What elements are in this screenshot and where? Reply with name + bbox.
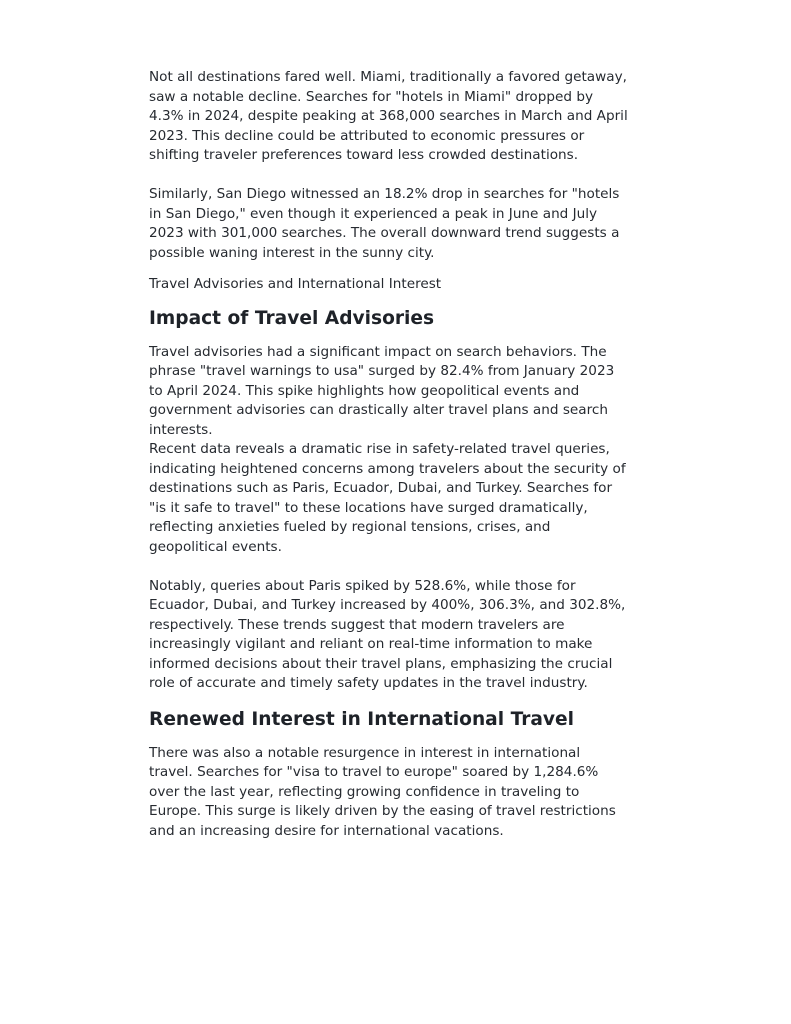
heading-travel-advisories: Impact of Travel Advisories xyxy=(149,307,435,329)
heading-international-travel: Renewed Interest in International Travel xyxy=(149,708,575,730)
spacer xyxy=(149,732,649,744)
spacer xyxy=(149,331,649,343)
paragraph-miami: Not all destinations fared well. Miami, traditionally a favored getaway, saw a notable decline. Searches for "hotels in Miami" dropped by 4.3% in 2024, despite peaking at 368,000 searches in March and April 2023. This decline could be attributed to economic pressures or shifting traveler preferences toward less crowded destinations. xyxy=(149,69,628,163)
article-body xyxy=(149,68,649,841)
paragraph-safety-queries: Recent data reveals a dramatic rise in safety-related travel queries, indicating heightened concerns among travelers about the security of destinations such as Paris, Ecuador, Dubai, and Turkey. Searches for "is it safe to travel" to these locations have surged dramatically, reflecting anxieties fueled by regional tensions, crises, and geopolitical events. xyxy=(149,441,626,555)
paragraph-san-diego: Similarly, San Diego witnessed an 18.2% drop in searches for "hotels in San Diego," even though it experienced a peak in June and July 2023 with 301,000 searches. The overall downward trend suggests a possible waning interest in the sunny city. xyxy=(149,186,620,261)
spacer xyxy=(149,166,649,186)
spacer xyxy=(149,557,649,577)
section-subheading: Travel Advisories and International Interest xyxy=(149,276,442,292)
spacer xyxy=(149,263,649,275)
paragraph-advisories: Travel advisories had a significant impact on search behaviors. The phrase "travel warnings to usa" surged by 82.4% from January 2023 to April 2024. This spike highlights how geopolitical events and government advisories can drastically alter travel plans and search interests. xyxy=(149,343,615,438)
spacer xyxy=(149,295,649,307)
paragraph-international: There was also a notable resurgence in interest in international travel. Searches for "visa to travel to europe" soared by 1,284.6% over the last year, reflecting growing confidence in traveling to Europe. This surge is likely driven by the easing of travel restrictions and an increasing desire for international vacations. xyxy=(149,744,616,839)
paragraph-destination-spikes: Notably, queries about Paris spiked by 528.6%, while those for Ecuador, Dubai, and Turkey increased by 400%, 306.3%, and 302.8%, respectively. These trends suggest that modern travelers are increasingly vigilant and reliant on real-time information to make informed decisions about their travel plans, emphasizing the crucial role of accurate and timely safety updates in the travel industry. xyxy=(149,577,626,691)
spacer xyxy=(149,694,649,708)
